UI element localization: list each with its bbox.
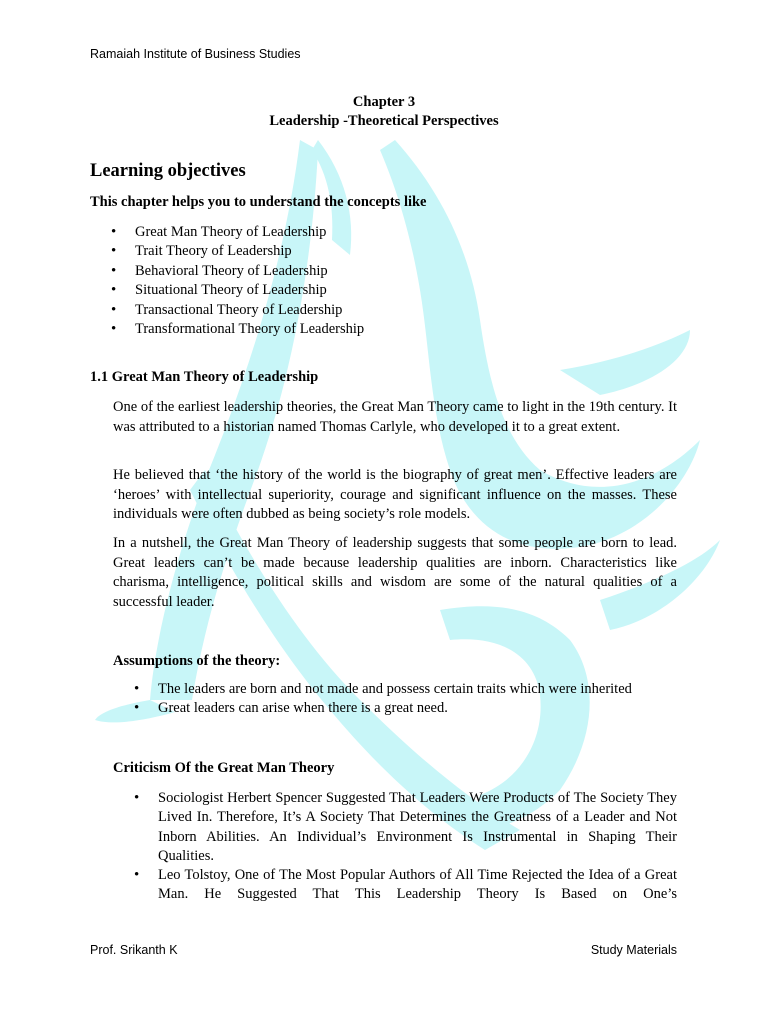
- list-item: • Transformational Theory of Leadership: [90, 320, 364, 339]
- footer-author: Prof. Srikanth K: [90, 943, 178, 957]
- list-item: • Situational Theory of Leadership: [90, 281, 364, 300]
- criticism-list: [113, 789, 677, 905]
- objectives-intro: This chapter helps you to understand the concepts like: [90, 194, 427, 210]
- paragraph: He believed that ‘the history of the world is the biography of great men’. Effective leaders are ‘heroes’ with intellectual superiority, courage and significant influence on the masses. These individuals were often dubbed as being society’s role models.: [113, 467, 677, 522]
- list-item: • Great leaders can arise when there is a great need.: [113, 699, 677, 718]
- criticism-heading: Criticism Of the Great Man Theory: [113, 760, 335, 776]
- objectives-heading: Learning objectives: [90, 161, 246, 181]
- section-heading: 1.1 Great Man Theory of Leadership: [90, 369, 319, 385]
- paragraph: One of the earliest leadership theories, the Great Man Theory came to light in the 19th century. It was attributed to a historian named Thomas Carlyle, who developed it to a great extent.: [113, 399, 677, 435]
- list-item: • Sociologist Herbert Spencer Suggested That Leaders Were Products of The Society They Lived In. Therefore, It’s A Society That Determines the Greatness of a Leader and Not Inborn Abilities. An Individual’s Environment Is Instrumental in Shaping Their Qualities.: [113, 789, 677, 866]
- list-item: • Transactional Theory of Leadership: [90, 301, 364, 320]
- assumptions-list: [113, 680, 677, 719]
- list-item: • Trait Theory of Leadership: [90, 242, 364, 261]
- list-item: • Leo Tolstoy, One of The Most Popular Authors of All Time Rejected the Idea of a Great Man. He Suggested That This Leadership Theory Is Based on One’s: [113, 866, 677, 905]
- assumptions-heading: Assumptions of the theory:: [113, 653, 281, 669]
- footer-label: Study Materials: [590, 943, 677, 957]
- objectives-list: [90, 223, 364, 339]
- paragraph: In a nutshell, the Great Man Theory of leadership suggests that some people are born to lead. Great leaders can’t be made because leadership qualities are inborn. Characteristics like charisma, intelligence, political skills and wisdom are some of the natural qualities of a successful leader.: [113, 535, 677, 610]
- list-item: • Great Man Theory of Leadership: [90, 223, 364, 242]
- chapter-number: Chapter 3: [352, 94, 416, 110]
- list-item: • The leaders are born and not made and possess certain traits which were inherited: [113, 680, 677, 699]
- page-header: Ramaiah Institute of Business Studies: [90, 47, 301, 61]
- chapter-title: Leadership -Theoretical Perspectives: [269, 113, 499, 129]
- list-item: • Behavioral Theory of Leadership: [90, 262, 364, 281]
